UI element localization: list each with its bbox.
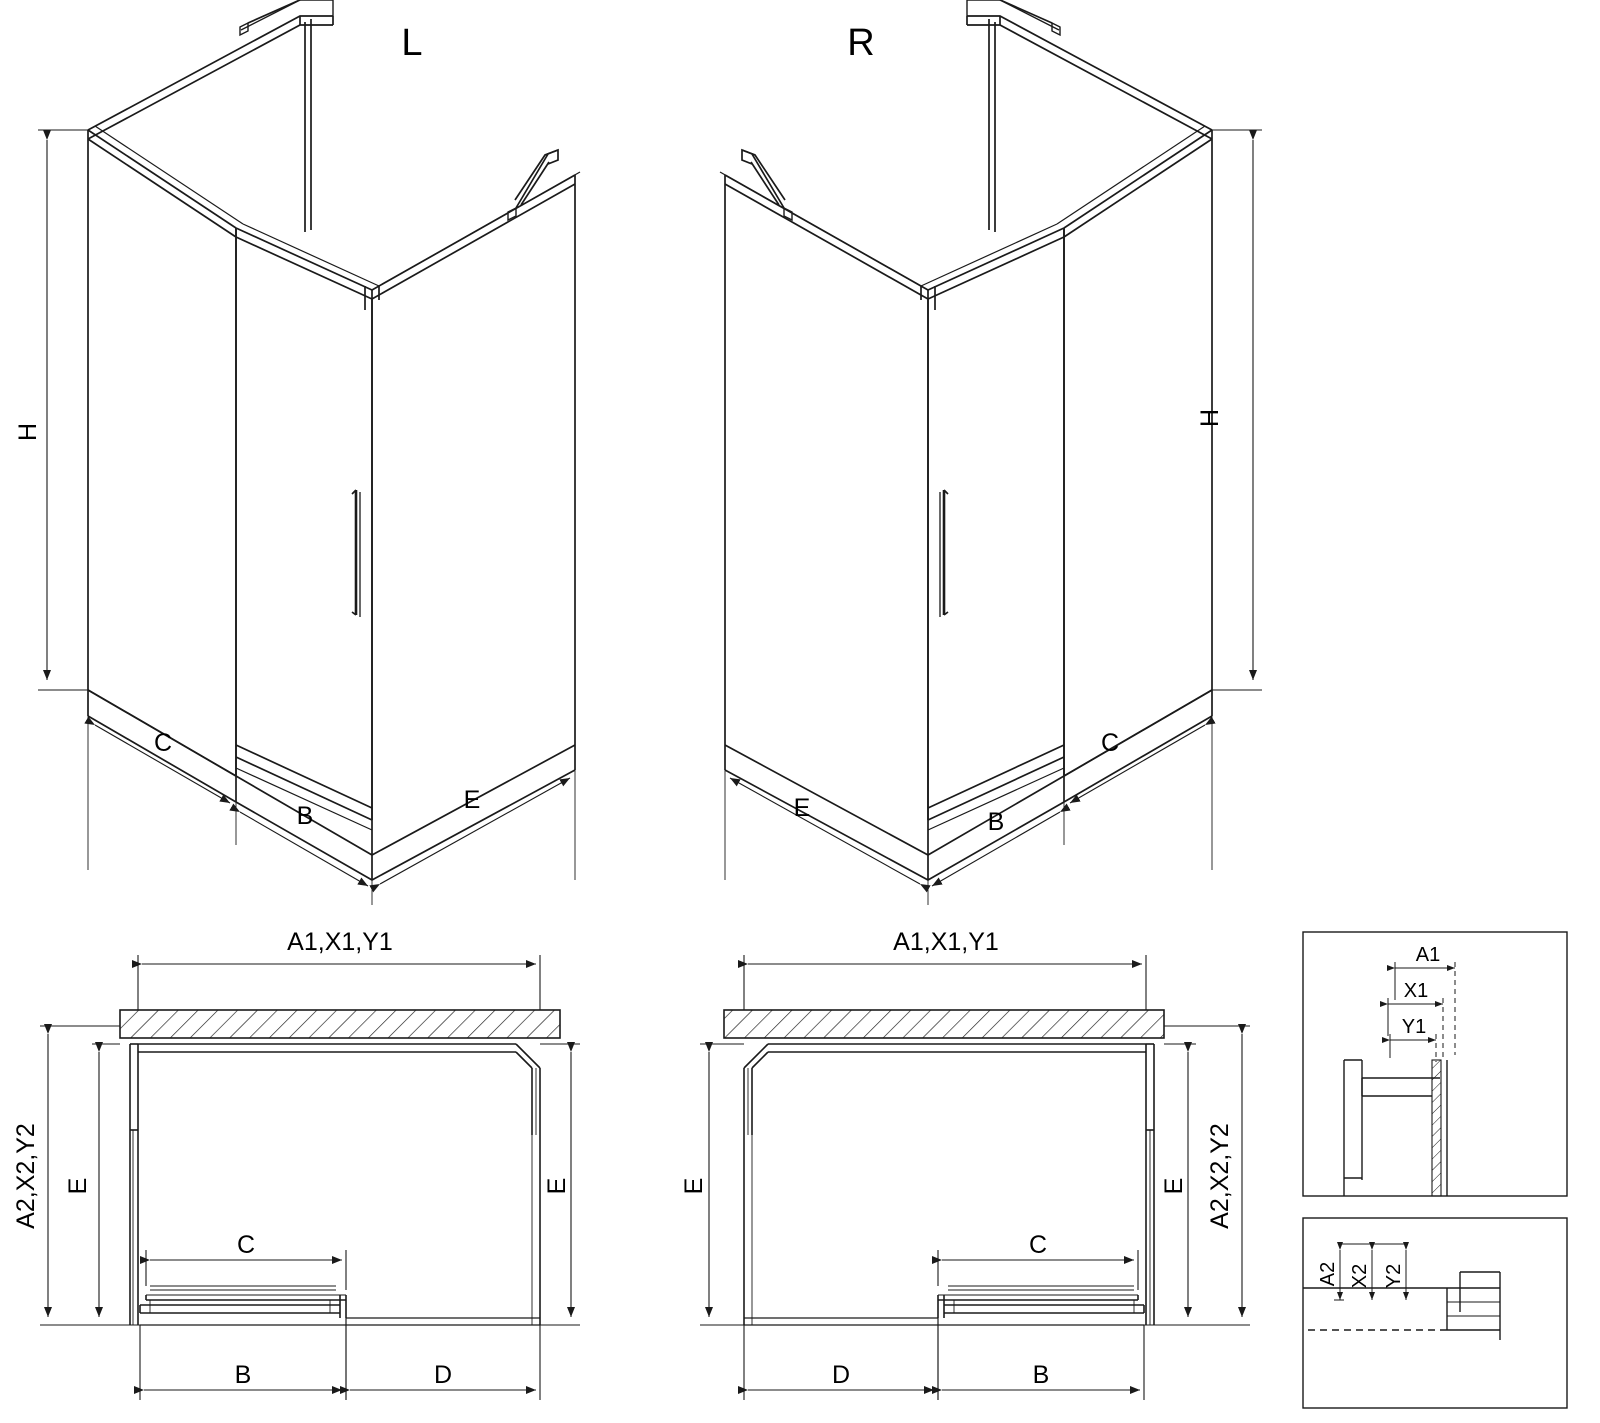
detail-label-Y2: Y2 [1383, 1263, 1405, 1289]
dimension-label-E-plan-right-left: E [680, 1177, 708, 1195]
dimension-label-E-plan-left-inner: E [64, 1177, 92, 1195]
detail-corner-lower [1303, 1218, 1567, 1408]
dimension-label-A1X1Y1-right: A1,X1,Y1 [893, 928, 999, 956]
detail-label-A1: A1 [1415, 944, 1441, 966]
dimension-label-D-plan-left: D [433, 1361, 453, 1389]
dimension-label-B-left: B [296, 802, 314, 830]
dimension-label-C-left: C [153, 729, 173, 757]
dimension-label-E-plan-right-inner: E [1160, 1177, 1188, 1195]
detail-label-X1: X1 [1403, 980, 1429, 1002]
detail-label-X2: X2 [1349, 1263, 1371, 1289]
dimension-label-E-plan-left-right: E [543, 1177, 571, 1195]
dimension-label-A2X2Y2-left: A2,X2,Y2 [12, 1123, 40, 1229]
dimension-label-H-left: H [14, 422, 42, 442]
detail-corner-upper [1303, 932, 1567, 1196]
dimension-label-A1X1Y1-left: A1,X1,Y1 [287, 928, 393, 956]
dimension-label-A2X2Y2-right: A2,X2,Y2 [1206, 1123, 1234, 1229]
dimension-label-C-right: C [1100, 729, 1120, 757]
view-label-right: R [847, 22, 875, 64]
detail-label-A2: A2 [1317, 1261, 1339, 1287]
detail-label-Y1: Y1 [1401, 1016, 1427, 1038]
dimension-label-E-left: E [463, 786, 481, 814]
dimension-label-B-right: B [987, 808, 1005, 836]
dimension-label-C-plan-right: C [1028, 1231, 1048, 1259]
dimension-label-D-plan-right: D [831, 1361, 851, 1389]
dimension-label-B-plan-right: B [1032, 1361, 1050, 1389]
dimension-label-B-plan-left: B [234, 1361, 252, 1389]
dimension-label-E-right: E [793, 794, 811, 822]
view-label-left: L [401, 22, 423, 64]
dimension-label-H-right: H [1196, 408, 1224, 428]
dimension-label-C-plan-left: C [236, 1231, 256, 1259]
